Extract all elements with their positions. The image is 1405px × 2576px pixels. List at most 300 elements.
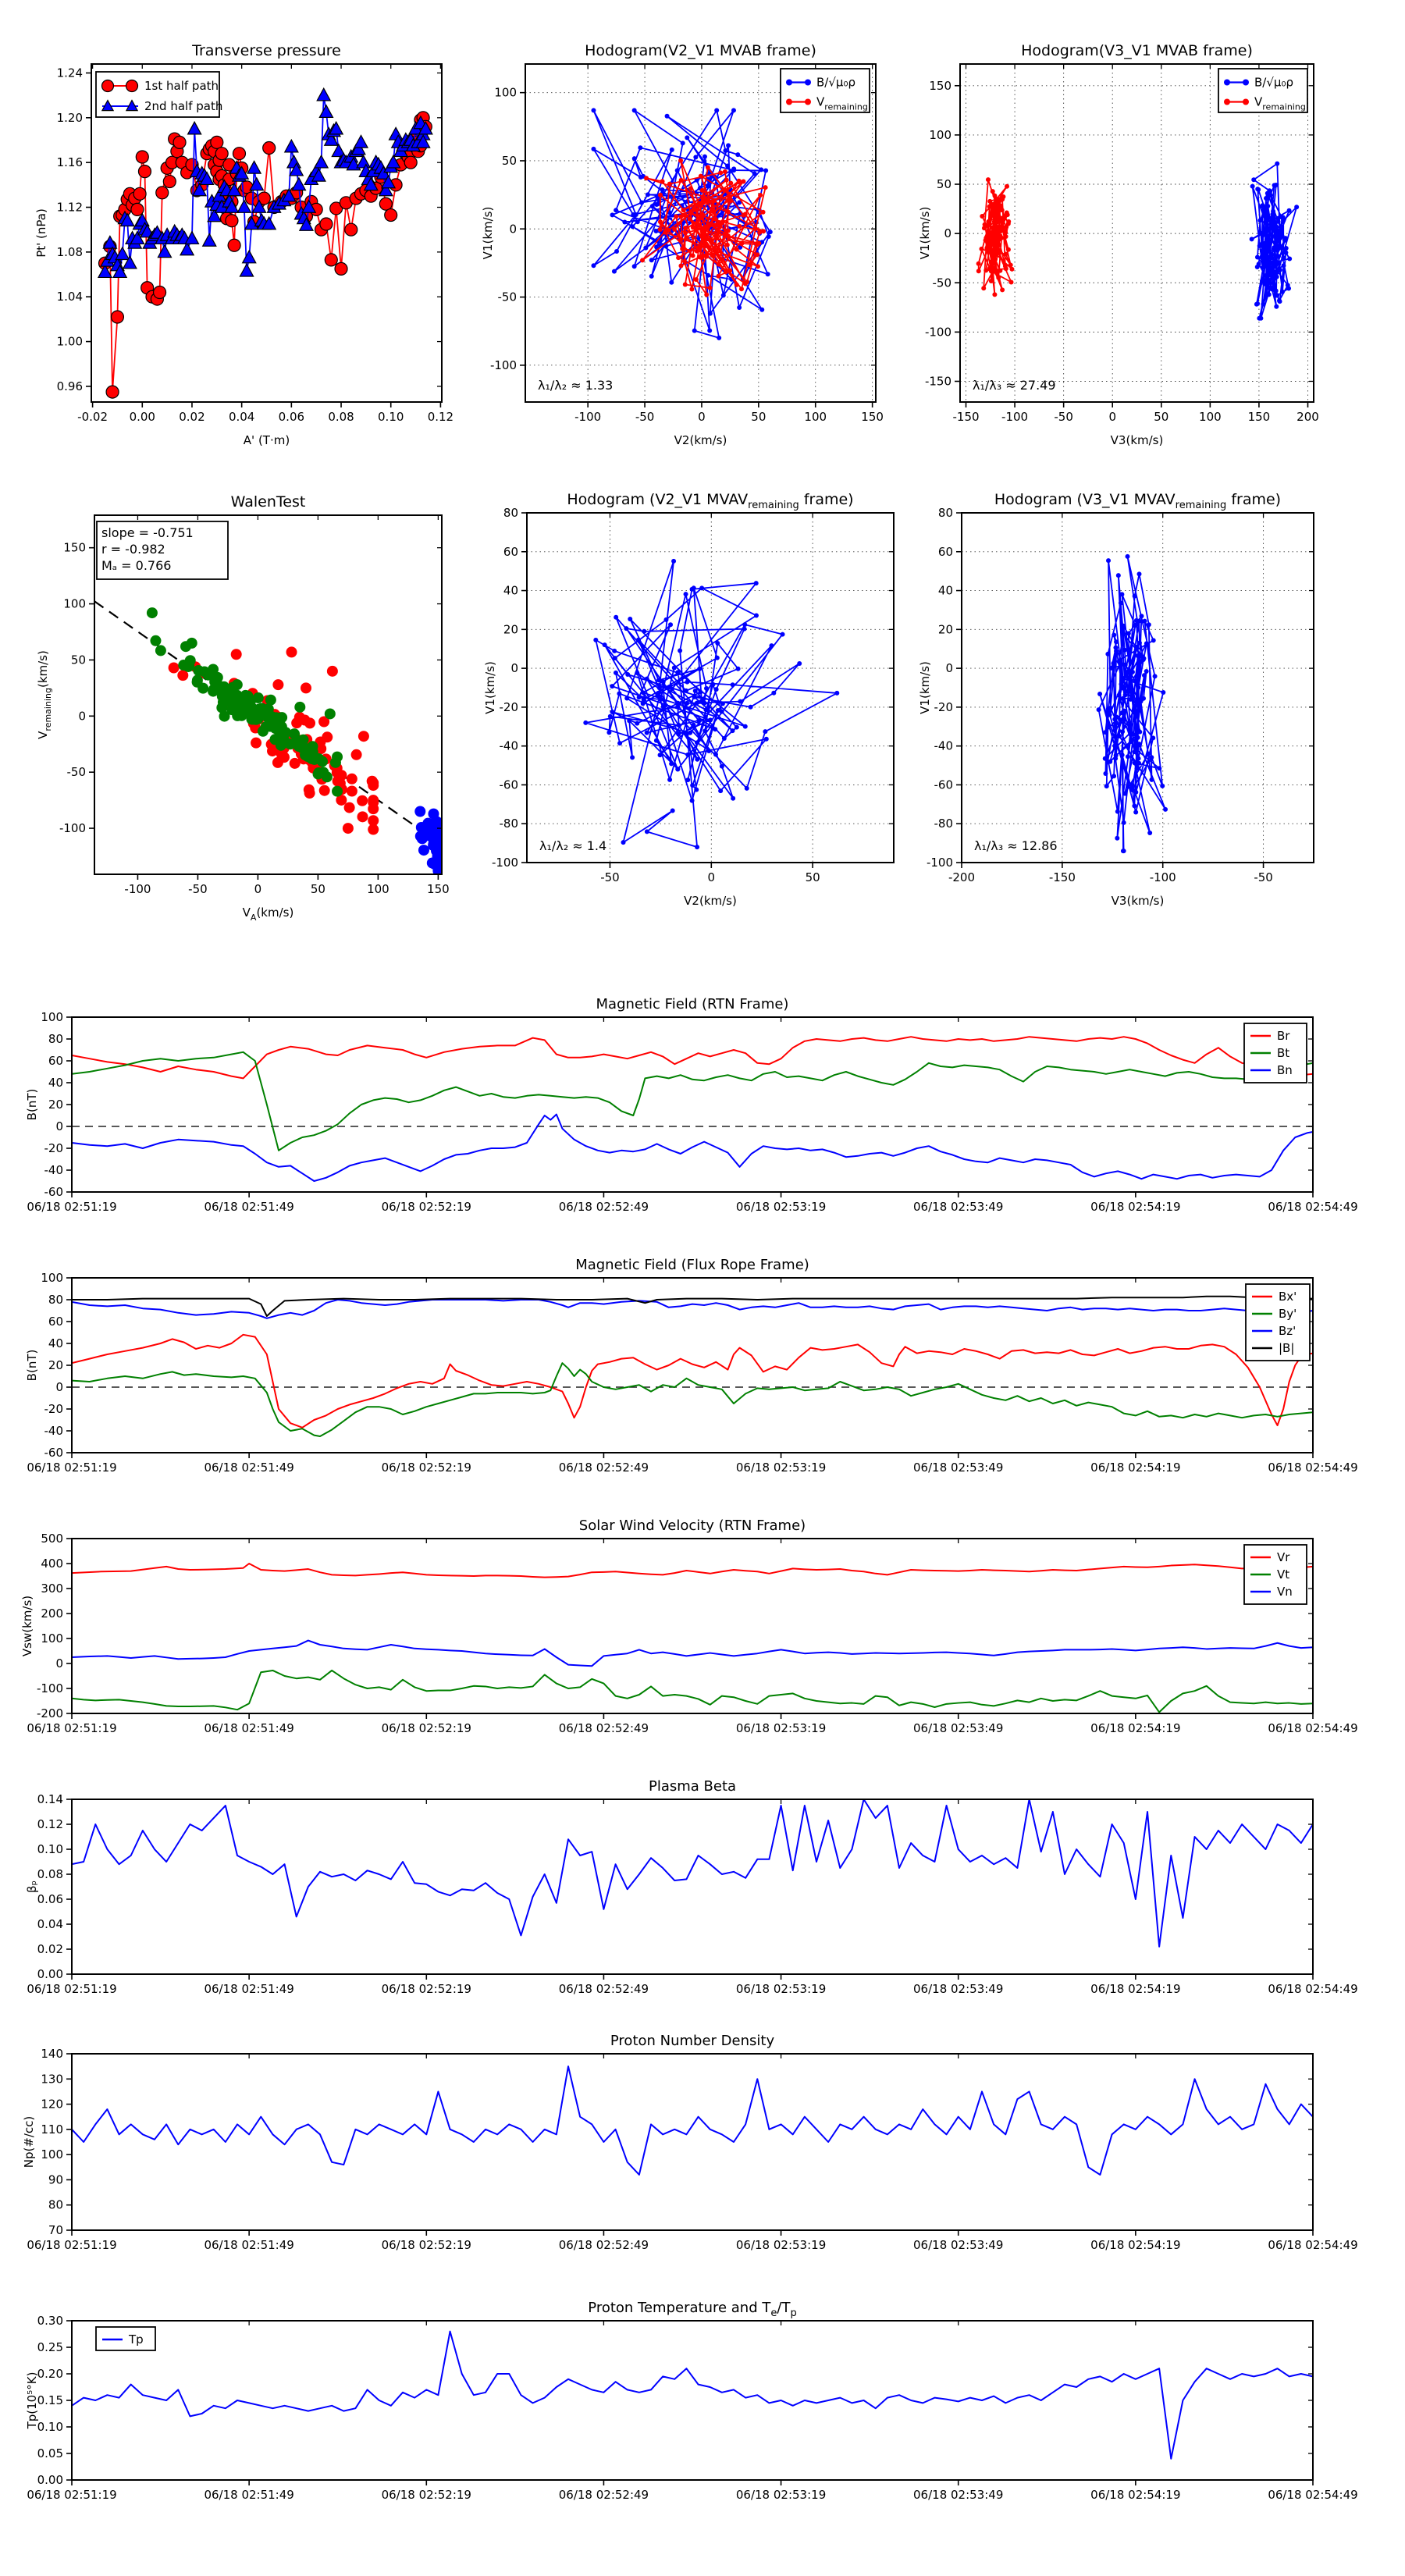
circle-marker xyxy=(710,253,714,258)
circle-marker xyxy=(625,672,630,677)
circle-marker xyxy=(622,219,627,224)
y-tick-label: 0.30 xyxy=(37,2314,63,2328)
y-tick-label: 40 xyxy=(503,583,518,598)
circle-marker xyxy=(630,224,635,229)
x-tick-label: 06/18 02:53:49 xyxy=(913,1200,1004,1214)
x-tick-label: 0.12 xyxy=(427,410,454,424)
circle-marker xyxy=(1243,99,1249,105)
circle-marker xyxy=(1281,263,1286,268)
circle-marker xyxy=(1111,661,1115,666)
circle-marker xyxy=(1147,622,1151,627)
legend-item-label: Bx' xyxy=(1279,1290,1297,1304)
circle-marker xyxy=(1150,777,1154,782)
circle-marker xyxy=(1133,679,1138,684)
x-tick-label: 06/18 02:51:49 xyxy=(204,1982,294,1996)
circle-marker xyxy=(1137,571,1142,576)
y-tick-label: -80 xyxy=(499,817,518,831)
circle-marker xyxy=(322,771,333,782)
plot-area xyxy=(72,1799,1313,1974)
circle-marker xyxy=(726,228,731,233)
y-tick-label: 0.05 xyxy=(37,2446,63,2460)
circle-marker xyxy=(1265,191,1270,196)
circle-marker xyxy=(1134,618,1139,623)
circle-marker xyxy=(1287,257,1292,262)
x-tick-label: 06/18 02:54:19 xyxy=(1090,1721,1181,1735)
circle-marker xyxy=(1278,244,1282,248)
circle-marker xyxy=(693,688,698,693)
circle-marker xyxy=(1126,754,1130,759)
circle-marker xyxy=(1009,279,1014,284)
x-tick-label: -100 xyxy=(574,410,602,424)
circle-marker xyxy=(726,233,731,238)
circle-marker xyxy=(987,199,992,204)
chart-title: Plasma Beta xyxy=(648,1778,737,1795)
legend-item-label: Bt xyxy=(1277,1046,1290,1060)
circle-marker xyxy=(688,216,692,221)
x-tick-label: 100 xyxy=(804,410,827,424)
y-tick-label: 1.00 xyxy=(56,334,83,349)
circle-marker xyxy=(675,168,680,173)
x-axis-label: A' (T·m) xyxy=(243,433,290,447)
x-tick-label: -150 xyxy=(952,410,980,424)
circle-marker xyxy=(688,731,692,735)
circle-marker xyxy=(678,158,683,163)
circle-marker xyxy=(1269,252,1274,257)
circle-marker xyxy=(126,80,138,92)
circle-marker xyxy=(358,731,369,742)
circle-marker xyxy=(269,734,280,745)
y-tick-label: 0.12 xyxy=(37,1817,63,1831)
circle-marker xyxy=(981,286,986,290)
circle-marker xyxy=(1133,623,1137,628)
circle-marker xyxy=(717,336,721,340)
circle-marker xyxy=(702,728,707,733)
circle-marker xyxy=(610,684,614,688)
circle-marker xyxy=(1136,685,1140,690)
x-tick-label: -100 xyxy=(1149,870,1176,884)
circle-marker xyxy=(735,283,739,287)
circle-marker xyxy=(695,245,700,250)
circle-marker xyxy=(1135,645,1140,649)
circle-marker xyxy=(1097,692,1102,696)
chart-title: Hodogram (V3_V1 $MVAV_{remaining}$ frame) xyxy=(994,491,1282,511)
x-axis-label: V3(km/s) xyxy=(1110,433,1164,447)
annotation xyxy=(974,838,1058,853)
circle-marker xyxy=(722,187,727,192)
x-tick-label: 06/18 02:54:49 xyxy=(1268,1461,1358,1475)
y-tick-label: 1.08 xyxy=(56,244,83,259)
y-tick-label: 1.16 xyxy=(56,155,83,170)
circle-marker xyxy=(1265,213,1270,218)
y-tick-label: 100 xyxy=(63,596,86,611)
plot-area xyxy=(72,1017,1313,1192)
circle-marker xyxy=(980,214,984,219)
circle-marker xyxy=(731,796,735,801)
circle-marker xyxy=(731,168,736,173)
circle-marker xyxy=(649,258,654,262)
circle-marker xyxy=(1000,287,1005,292)
circle-marker xyxy=(1286,286,1291,291)
circle-marker xyxy=(683,226,688,230)
y-tick-label: 150 xyxy=(929,78,951,93)
legend xyxy=(96,2327,155,2350)
circle-marker xyxy=(654,738,659,743)
circle-marker xyxy=(702,155,707,159)
circle-marker xyxy=(639,201,644,205)
circle-marker xyxy=(1260,203,1264,208)
y-tick-label: -60 xyxy=(44,1446,63,1460)
circle-marker xyxy=(344,802,355,813)
circle-marker xyxy=(379,197,392,210)
legend xyxy=(96,72,222,117)
circle-marker xyxy=(723,148,727,153)
legend-item-label: |B| xyxy=(1279,1341,1295,1355)
circle-marker xyxy=(237,708,248,719)
circle-marker xyxy=(711,199,716,204)
annotation-text: r = -0.982 xyxy=(101,542,165,557)
circle-marker xyxy=(669,761,674,766)
circle-marker xyxy=(276,712,287,723)
circle-marker xyxy=(1139,614,1144,618)
circle-marker xyxy=(1112,774,1116,778)
circle-marker xyxy=(754,581,759,585)
circle-marker xyxy=(1254,302,1259,307)
circle-marker xyxy=(698,690,702,695)
y-tick-label: 0.10 xyxy=(37,2420,63,2434)
circle-marker xyxy=(1108,760,1112,764)
circle-marker xyxy=(111,311,123,323)
x-tick-label: 06/18 02:52:49 xyxy=(558,1200,649,1214)
x-tick-label: 06/18 02:53:49 xyxy=(913,2488,1004,2502)
circle-marker xyxy=(703,707,708,712)
circle-marker xyxy=(725,163,730,168)
circle-marker xyxy=(1006,247,1011,252)
circle-marker xyxy=(357,811,368,822)
circle-marker xyxy=(1268,239,1273,244)
circle-marker xyxy=(720,710,724,714)
circle-marker xyxy=(1097,707,1101,712)
circle-marker xyxy=(991,205,996,209)
circle-marker xyxy=(291,717,302,728)
y-tick-label: 100 xyxy=(41,1631,63,1646)
x-tick-label: 06/18 02:54:49 xyxy=(1268,1200,1358,1214)
y-tick-label: 0.20 xyxy=(37,2367,63,2381)
circle-marker xyxy=(666,228,670,233)
circle-marker xyxy=(610,710,615,714)
circle-marker xyxy=(614,208,618,212)
x-tick-label: 0 xyxy=(1108,410,1116,424)
circle-marker xyxy=(710,208,714,213)
circle-marker xyxy=(253,692,264,703)
circle-marker xyxy=(1261,302,1265,307)
y-tick-label: 50 xyxy=(501,153,517,168)
y-tick-label: 50 xyxy=(936,177,951,192)
circle-marker xyxy=(1128,697,1133,702)
y-tick-label: 400 xyxy=(41,1557,63,1571)
legend-item-label: Vn xyxy=(1277,1585,1293,1599)
circle-marker xyxy=(697,254,702,259)
circle-marker xyxy=(1000,215,1005,220)
circle-marker xyxy=(1270,287,1275,292)
circle-marker xyxy=(737,305,742,310)
circle-marker xyxy=(654,202,659,207)
panel-hodogram-v3v1-mvav xyxy=(918,491,1314,908)
circle-marker xyxy=(763,169,768,173)
x-tick-label: 06/18 02:53:19 xyxy=(735,1982,827,1996)
circle-marker xyxy=(737,224,742,229)
circle-marker xyxy=(1117,693,1122,698)
x-tick-label: 0.06 xyxy=(278,410,305,424)
legend-item-label: B/√μ₀ρ xyxy=(816,75,855,90)
circle-marker xyxy=(678,263,683,268)
circle-marker xyxy=(1276,219,1281,224)
circle-marker xyxy=(614,671,618,675)
plot-area xyxy=(72,1539,1313,1713)
x-axis-label: V2(km/s) xyxy=(684,894,737,908)
plot-area xyxy=(72,2321,1313,2480)
circle-marker xyxy=(290,737,301,748)
x-tick-label: 06/18 02:52:19 xyxy=(381,2238,471,2252)
circle-marker xyxy=(614,249,619,254)
circle-marker xyxy=(1267,292,1272,297)
circle-marker xyxy=(689,286,694,291)
circle-marker xyxy=(685,777,690,782)
circle-marker xyxy=(1004,234,1008,239)
circle-marker xyxy=(995,210,1000,215)
y-tick-label: -60 xyxy=(44,1185,63,1199)
x-tick-label: 06/18 02:52:19 xyxy=(381,1721,471,1735)
y-tick-label: 90 xyxy=(48,2172,63,2187)
y-tick-label: 60 xyxy=(48,1054,63,1068)
x-tick-label: 06/18 02:54:19 xyxy=(1090,1200,1181,1214)
circle-marker xyxy=(1128,722,1133,727)
circle-marker xyxy=(320,218,333,230)
circle-marker xyxy=(669,280,674,285)
legend-item-label: $V_{remaining}$ xyxy=(1254,94,1306,112)
circle-marker xyxy=(645,731,649,735)
circle-marker xyxy=(692,695,696,699)
circle-marker xyxy=(1282,238,1287,243)
circle-marker xyxy=(676,255,681,260)
chart-title: WalenTest xyxy=(230,493,306,511)
circle-marker xyxy=(735,725,739,730)
circle-marker xyxy=(1243,80,1249,86)
x-tick-label: -50 xyxy=(1254,870,1273,884)
circle-marker xyxy=(706,749,711,753)
circle-marker xyxy=(714,236,719,240)
y-tick-label: 20 xyxy=(503,622,518,637)
x-tick-label: 06/18 02:51:19 xyxy=(27,1721,117,1735)
x-tick-label: 06/18 02:52:19 xyxy=(381,1200,471,1214)
circle-marker xyxy=(716,274,720,279)
circle-marker xyxy=(211,136,223,148)
y-tick-label: -20 xyxy=(934,699,953,714)
circle-marker xyxy=(692,206,696,211)
y-tick-label: 100 xyxy=(494,85,517,100)
circle-marker xyxy=(1136,735,1140,740)
chart-title: Proton Number Density xyxy=(610,2033,775,2049)
x-tick-label: -50 xyxy=(188,882,208,896)
x-tick-label: 06/18 02:54:49 xyxy=(1268,1721,1358,1735)
circle-marker xyxy=(319,785,330,796)
circle-marker xyxy=(681,208,686,212)
x-tick-label: -200 xyxy=(948,870,976,884)
legend-item-label: 2nd half path xyxy=(144,99,223,113)
circle-marker xyxy=(657,694,662,699)
annotation-text: slope = -0.751 xyxy=(101,525,194,540)
chart-title: Hodogram(V3_V1 MVAB frame) xyxy=(1021,42,1253,59)
circle-marker xyxy=(700,188,705,193)
circle-marker xyxy=(422,818,433,829)
x-tick-label: 06/18 02:53:49 xyxy=(913,2238,1004,2252)
circle-marker xyxy=(641,690,646,695)
circle-marker xyxy=(1261,265,1265,270)
circle-marker xyxy=(676,732,681,737)
circle-marker xyxy=(630,755,635,760)
circle-marker xyxy=(332,786,343,797)
circle-marker xyxy=(187,638,197,649)
circle-marker xyxy=(718,170,723,175)
circle-marker xyxy=(1119,592,1124,596)
circle-marker xyxy=(739,286,744,291)
circle-marker xyxy=(138,165,151,178)
panel-proton-temperature xyxy=(25,2300,1358,2502)
circle-marker xyxy=(1268,226,1272,230)
circle-marker xyxy=(635,671,639,675)
circle-marker xyxy=(728,181,733,186)
circle-marker xyxy=(603,642,607,647)
circle-marker xyxy=(368,824,379,835)
circle-marker xyxy=(1276,254,1281,258)
legend xyxy=(781,69,870,112)
circle-marker xyxy=(713,222,718,227)
x-tick-label: 06/18 02:54:49 xyxy=(1268,2488,1358,2502)
circle-marker xyxy=(667,182,672,187)
x-tick-label: 06/18 02:53:19 xyxy=(735,2238,827,2252)
y-tick-label: 120 xyxy=(41,2097,63,2112)
y-tick-label: 300 xyxy=(41,1582,63,1596)
circle-marker xyxy=(631,212,635,217)
circle-marker xyxy=(688,211,693,215)
y-axis-label: Np(#/cc) xyxy=(22,2115,36,2169)
circle-marker xyxy=(302,743,313,754)
legend-item-label: B/√μ₀ρ xyxy=(1254,75,1293,90)
circle-marker xyxy=(1250,184,1255,189)
y-tick-label: 0 xyxy=(509,222,517,237)
circle-marker xyxy=(694,277,699,282)
y-tick-label: 80 xyxy=(503,506,518,520)
circle-marker xyxy=(612,649,617,653)
circle-marker xyxy=(704,686,709,691)
circle-marker xyxy=(716,247,720,251)
circle-marker xyxy=(1151,638,1156,642)
circle-marker xyxy=(668,622,673,627)
circle-marker xyxy=(786,80,792,86)
circle-marker xyxy=(1160,784,1165,788)
circle-marker xyxy=(752,226,757,231)
circle-marker xyxy=(1008,262,1013,267)
circle-marker xyxy=(1133,749,1137,754)
y-tick-label: 0.08 xyxy=(37,1867,63,1881)
circle-marker xyxy=(722,736,727,741)
circle-marker xyxy=(985,223,990,228)
circle-marker xyxy=(976,262,981,266)
circle-marker xyxy=(805,80,811,86)
x-tick-label: 0 xyxy=(254,882,262,896)
circle-marker xyxy=(976,269,981,273)
y-tick-label: 50 xyxy=(70,653,86,667)
circle-marker xyxy=(704,292,709,297)
circle-marker xyxy=(147,607,158,618)
circle-marker xyxy=(747,262,752,267)
legend xyxy=(1244,1545,1307,1604)
circle-marker xyxy=(643,246,648,251)
y-tick-label: -40 xyxy=(934,738,953,753)
x-tick-label: 06/18 02:54:49 xyxy=(1268,2238,1358,2252)
circle-marker xyxy=(998,233,1002,238)
y-axis-label: V1(km/s) xyxy=(481,206,495,260)
y-tick-label: 1.04 xyxy=(56,290,83,304)
x-tick-label: 50 xyxy=(805,870,820,884)
circle-marker xyxy=(738,699,742,704)
circle-marker xyxy=(635,721,639,726)
y-tick-label: 60 xyxy=(937,544,953,559)
circle-marker xyxy=(717,262,721,267)
circle-marker xyxy=(1108,713,1112,717)
circle-marker xyxy=(642,629,646,634)
y-tick-label: -20 xyxy=(44,1141,63,1155)
circle-marker xyxy=(658,227,663,232)
circle-marker xyxy=(294,702,305,713)
legend-item-label: Br xyxy=(1277,1029,1290,1043)
circle-marker xyxy=(1163,807,1168,812)
circle-marker xyxy=(645,829,649,834)
circle-marker xyxy=(1128,731,1133,735)
circle-marker xyxy=(994,236,998,240)
circle-marker xyxy=(992,292,997,297)
circle-marker xyxy=(233,148,245,160)
x-tick-label: 06/18 02:52:49 xyxy=(558,1721,649,1735)
y-tick-label: 0 xyxy=(510,661,518,676)
circle-marker xyxy=(764,737,769,742)
circle-marker xyxy=(624,696,629,700)
circle-marker xyxy=(665,114,670,119)
annotation-text: λ₁/λ₃ ≈ 27.49 xyxy=(973,378,1056,393)
circle-marker xyxy=(731,108,736,112)
circle-marker xyxy=(699,699,704,703)
y-tick-label: 110 xyxy=(41,2122,63,2137)
circle-marker xyxy=(707,328,712,333)
circle-marker xyxy=(738,180,743,184)
circle-marker xyxy=(1005,184,1009,189)
panel-walen-test xyxy=(36,493,450,923)
circle-marker xyxy=(991,266,995,271)
x-tick-label: 06/18 02:53:49 xyxy=(913,1982,1004,1996)
circle-marker xyxy=(1106,558,1111,563)
circle-marker xyxy=(724,178,729,183)
circle-marker xyxy=(325,708,336,719)
circle-marker xyxy=(692,226,697,230)
circle-marker xyxy=(322,731,333,742)
circle-marker xyxy=(723,169,727,174)
circle-marker xyxy=(1149,755,1154,760)
circle-marker xyxy=(1117,734,1122,738)
y-tick-label: -20 xyxy=(499,699,518,714)
circle-marker xyxy=(998,203,1002,208)
y-axis-label: B(nT) xyxy=(25,1349,39,1382)
circle-marker xyxy=(786,99,792,105)
circle-marker xyxy=(1274,304,1279,309)
